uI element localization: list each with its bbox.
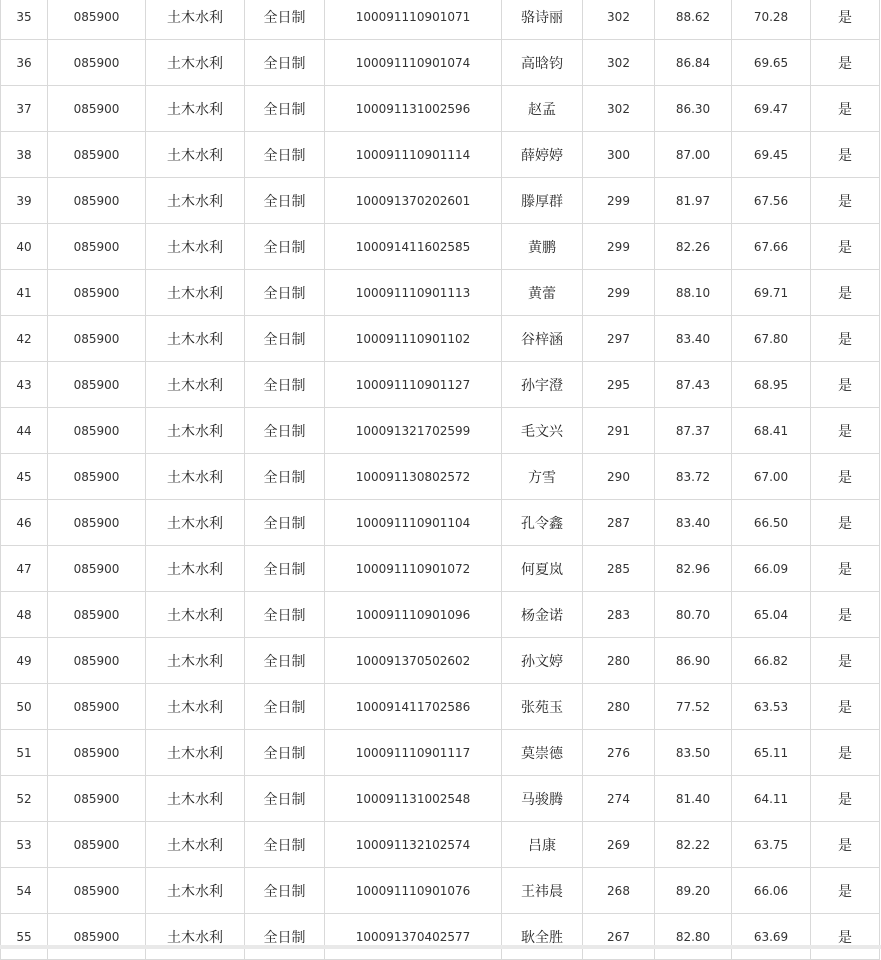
table-row [1,270,880,316]
cell-interview-score: 81.40 [655,776,732,822]
cell-admitted-flag: 是 [811,546,880,592]
cell-interview-score: 89.20 [655,868,732,914]
cell-major-code: 085900 [48,270,146,316]
cell-admitted-flag: 是 [811,500,880,546]
cell-interview-score: 83.40 [655,500,732,546]
cell-total-score: 67.66 [732,224,811,270]
cell-total-score: 64.11 [732,776,811,822]
cell-study-mode: 全日制 [245,316,325,362]
cell-major-name: 土木水利 [146,730,245,776]
table-row [1,454,880,500]
table-row [1,868,880,914]
cell-major-code: 085900 [48,638,146,684]
page-bottom-edge [0,945,881,949]
cell-major-name: 土木水利 [146,592,245,638]
cell-total-score: 70.28 [732,0,811,40]
cell-candidate-name: 滕厚群 [502,178,583,224]
cell-study-mode: 全日制 [245,178,325,224]
cell-exam-score: 302 [583,86,655,132]
cell-admitted-flag: 是 [811,868,880,914]
cell-exam-score: 300 [583,132,655,178]
cell-study-mode: 全日制 [245,638,325,684]
cell-candidate-id: 100091110901102 [325,316,502,362]
cell-candidate-id: 100091370402577 [325,914,502,960]
cell-exam-score: 287 [583,500,655,546]
cell-admitted-flag: 是 [811,730,880,776]
cell-major-name: 土木水利 [146,868,245,914]
cell-candidate-id: 100091110901127 [325,362,502,408]
cell-candidate-name: 耿全胜 [502,914,583,960]
cell-admitted-flag: 是 [811,408,880,454]
cell-total-score: 69.47 [732,86,811,132]
cell-exam-score: 295 [583,362,655,408]
cell-row-index: 40 [1,224,48,270]
cell-study-mode: 全日制 [245,132,325,178]
cell-interview-score: 82.22 [655,822,732,868]
cell-total-score: 63.75 [732,822,811,868]
cell-major-code: 085900 [48,408,146,454]
cell-candidate-id: 100091110901071 [325,0,502,40]
cell-candidate-id: 100091110901113 [325,270,502,316]
cell-total-score: 66.82 [732,638,811,684]
cell-exam-score: 283 [583,592,655,638]
cell-study-mode: 全日制 [245,776,325,822]
table-row [1,316,880,362]
cell-total-score: 66.06 [732,868,811,914]
cell-candidate-name: 杨金诺 [502,592,583,638]
cell-candidate-name: 高晗钧 [502,40,583,86]
cell-major-name: 土木水利 [146,638,245,684]
cell-total-score: 67.56 [732,178,811,224]
cell-major-name: 土木水利 [146,362,245,408]
cell-major-name: 土木水利 [146,178,245,224]
cell-admitted-flag: 是 [811,270,880,316]
cell-major-name: 土木水利 [146,0,245,40]
cell-row-index: 51 [1,730,48,776]
cell-candidate-id: 100091131002548 [325,776,502,822]
cell-exam-score: 285 [583,546,655,592]
table-row [1,592,880,638]
cell-candidate-name: 孙宇澄 [502,362,583,408]
cell-row-index: 49 [1,638,48,684]
cell-admitted-flag: 是 [811,40,880,86]
cell-candidate-id: 100091370502602 [325,638,502,684]
table-row [1,638,880,684]
cell-candidate-name: 薛婷婷 [502,132,583,178]
cell-major-name: 土木水利 [146,822,245,868]
cell-row-index: 39 [1,178,48,224]
cell-major-name: 土木水利 [146,86,245,132]
cell-interview-score: 86.90 [655,638,732,684]
table-row [1,914,880,960]
cell-admitted-flag: 是 [811,132,880,178]
cell-total-score: 69.45 [732,132,811,178]
cell-interview-score: 82.80 [655,914,732,960]
cell-candidate-id: 100091411602585 [325,224,502,270]
cell-candidate-name: 方雪 [502,454,583,500]
cell-row-index: 55 [1,914,48,960]
cell-row-index: 43 [1,362,48,408]
cell-row-index: 54 [1,868,48,914]
cell-interview-score: 81.97 [655,178,732,224]
cell-candidate-name: 张苑玉 [502,684,583,730]
cell-interview-score: 80.70 [655,592,732,638]
cell-exam-score: 274 [583,776,655,822]
cell-study-mode: 全日制 [245,868,325,914]
cell-candidate-id: 100091131002596 [325,86,502,132]
cell-major-code: 085900 [48,592,146,638]
cell-major-code: 085900 [48,546,146,592]
cell-total-score: 63.69 [732,914,811,960]
cell-row-index: 41 [1,270,48,316]
cell-interview-score: 77.52 [655,684,732,730]
cell-interview-score: 87.37 [655,408,732,454]
cell-admitted-flag: 是 [811,776,880,822]
cell-study-mode: 全日制 [245,914,325,960]
cell-candidate-name: 骆诗丽 [502,0,583,40]
cell-candidate-id: 100091110901096 [325,592,502,638]
cell-major-name: 土木水利 [146,546,245,592]
cell-admitted-flag: 是 [811,224,880,270]
table-row [1,362,880,408]
cell-exam-score: 290 [583,454,655,500]
cell-admitted-flag: 是 [811,0,880,40]
cell-exam-score: 267 [583,914,655,960]
cell-major-code: 085900 [48,362,146,408]
cell-row-index: 48 [1,592,48,638]
cell-candidate-name: 马骏腾 [502,776,583,822]
table-row [1,684,880,730]
cell-row-index: 45 [1,454,48,500]
cell-admitted-flag: 是 [811,684,880,730]
table-row [1,500,880,546]
cell-major-name: 土木水利 [146,224,245,270]
cell-row-index: 42 [1,316,48,362]
table-row [1,776,880,822]
cell-interview-score: 83.50 [655,730,732,776]
cell-admitted-flag: 是 [811,178,880,224]
cell-candidate-id: 100091110901117 [325,730,502,776]
cell-interview-score: 86.84 [655,40,732,86]
cell-candidate-id: 100091110901104 [325,500,502,546]
cell-major-name: 土木水利 [146,776,245,822]
cell-exam-score: 291 [583,408,655,454]
cell-major-code: 085900 [48,822,146,868]
cell-candidate-name: 赵孟 [502,86,583,132]
cell-interview-score: 82.26 [655,224,732,270]
table-row [1,408,880,454]
cell-exam-score: 299 [583,224,655,270]
cell-candidate-name: 黄鹏 [502,224,583,270]
cell-major-name: 土木水利 [146,132,245,178]
cell-exam-score: 276 [583,730,655,776]
cell-major-code: 085900 [48,178,146,224]
cell-row-index: 36 [1,40,48,86]
cell-interview-score: 83.40 [655,316,732,362]
table-row [1,178,880,224]
cell-major-code: 085900 [48,224,146,270]
cell-major-code: 085900 [48,40,146,86]
table-row [1,546,880,592]
cell-total-score: 68.95 [732,362,811,408]
cell-study-mode: 全日制 [245,730,325,776]
cell-interview-score: 88.10 [655,270,732,316]
cell-study-mode: 全日制 [245,362,325,408]
cell-major-name: 土木水利 [146,914,245,960]
cell-major-code: 085900 [48,316,146,362]
cell-row-index: 47 [1,546,48,592]
cell-candidate-name: 黄蕾 [502,270,583,316]
table-body [1,0,880,960]
cell-total-score: 66.09 [732,546,811,592]
cell-admitted-flag: 是 [811,822,880,868]
cell-admitted-flag: 是 [811,86,880,132]
cell-candidate-id: 100091370202601 [325,178,502,224]
cell-major-code: 085900 [48,868,146,914]
cell-total-score: 67.80 [732,316,811,362]
cell-major-name: 土木水利 [146,270,245,316]
cell-major-code: 085900 [48,0,146,40]
cell-total-score: 65.11 [732,730,811,776]
cell-study-mode: 全日制 [245,592,325,638]
cell-admitted-flag: 是 [811,362,880,408]
cell-interview-score: 82.96 [655,546,732,592]
cell-candidate-id: 100091110901074 [325,40,502,86]
cell-exam-score: 280 [583,684,655,730]
cell-major-name: 土木水利 [146,500,245,546]
cell-study-mode: 全日制 [245,224,325,270]
cell-candidate-id: 100091411702586 [325,684,502,730]
cell-exam-score: 299 [583,178,655,224]
cell-exam-score: 297 [583,316,655,362]
cell-exam-score: 280 [583,638,655,684]
cell-candidate-id: 100091130802572 [325,454,502,500]
cell-admitted-flag: 是 [811,316,880,362]
cell-row-index: 53 [1,822,48,868]
cell-major-name: 土木水利 [146,40,245,86]
cell-total-score: 67.00 [732,454,811,500]
cell-candidate-id: 100091132102574 [325,822,502,868]
cell-row-index: 35 [1,0,48,40]
cell-interview-score: 83.72 [655,454,732,500]
cell-major-code: 085900 [48,776,146,822]
cell-study-mode: 全日制 [245,86,325,132]
cell-major-name: 土木水利 [146,408,245,454]
cell-candidate-name: 何夏岚 [502,546,583,592]
cell-candidate-id: 100091110901072 [325,546,502,592]
cell-exam-score: 302 [583,0,655,40]
cell-total-score: 69.65 [732,40,811,86]
cell-row-index: 38 [1,132,48,178]
cell-study-mode: 全日制 [245,270,325,316]
cell-major-name: 土木水利 [146,454,245,500]
table-row [1,40,880,86]
cell-interview-score: 87.00 [655,132,732,178]
cell-row-index: 44 [1,408,48,454]
cell-study-mode: 全日制 [245,822,325,868]
cell-major-code: 085900 [48,454,146,500]
cell-total-score: 66.50 [732,500,811,546]
cell-candidate-name: 吕康 [502,822,583,868]
cell-major-name: 土木水利 [146,684,245,730]
table-row [1,224,880,270]
cell-study-mode: 全日制 [245,684,325,730]
table-row [1,730,880,776]
cell-major-code: 085900 [48,86,146,132]
cell-study-mode: 全日制 [245,408,325,454]
cell-candidate-name: 谷梓涵 [502,316,583,362]
cell-study-mode: 全日制 [245,500,325,546]
cell-candidate-id: 100091321702599 [325,408,502,454]
cell-total-score: 65.04 [732,592,811,638]
cell-major-code: 085900 [48,132,146,178]
cell-study-mode: 全日制 [245,40,325,86]
cell-admitted-flag: 是 [811,592,880,638]
cell-interview-score: 87.43 [655,362,732,408]
cell-total-score: 63.53 [732,684,811,730]
cell-exam-score: 268 [583,868,655,914]
cell-major-code: 085900 [48,500,146,546]
cell-study-mode: 全日制 [245,454,325,500]
table-row [1,0,880,40]
cell-major-code: 085900 [48,914,146,960]
cell-candidate-name: 孙文婷 [502,638,583,684]
cell-row-index: 37 [1,86,48,132]
cell-admitted-flag: 是 [811,454,880,500]
cell-total-score: 68.41 [732,408,811,454]
cell-candidate-name: 王祎晨 [502,868,583,914]
cell-candidate-name: 孔令鑫 [502,500,583,546]
cell-row-index: 46 [1,500,48,546]
cell-major-code: 085900 [48,684,146,730]
cell-row-index: 50 [1,684,48,730]
cell-exam-score: 302 [583,40,655,86]
cell-candidate-name: 毛文兴 [502,408,583,454]
cell-interview-score: 86.30 [655,86,732,132]
cell-admitted-flag: 是 [811,914,880,960]
cell-study-mode: 全日制 [245,546,325,592]
cell-admitted-flag: 是 [811,638,880,684]
cell-major-name: 土木水利 [146,316,245,362]
cell-row-index: 52 [1,776,48,822]
cell-total-score: 69.71 [732,270,811,316]
cell-exam-score: 299 [583,270,655,316]
cell-candidate-name: 莫崇德 [502,730,583,776]
cell-study-mode: 全日制 [245,0,325,40]
cell-exam-score: 269 [583,822,655,868]
table-row [1,86,880,132]
cell-candidate-id: 100091110901114 [325,132,502,178]
cell-major-code: 085900 [48,730,146,776]
cell-interview-score: 88.62 [655,0,732,40]
cell-candidate-id: 100091110901076 [325,868,502,914]
table-row [1,132,880,178]
table-row [1,822,880,868]
